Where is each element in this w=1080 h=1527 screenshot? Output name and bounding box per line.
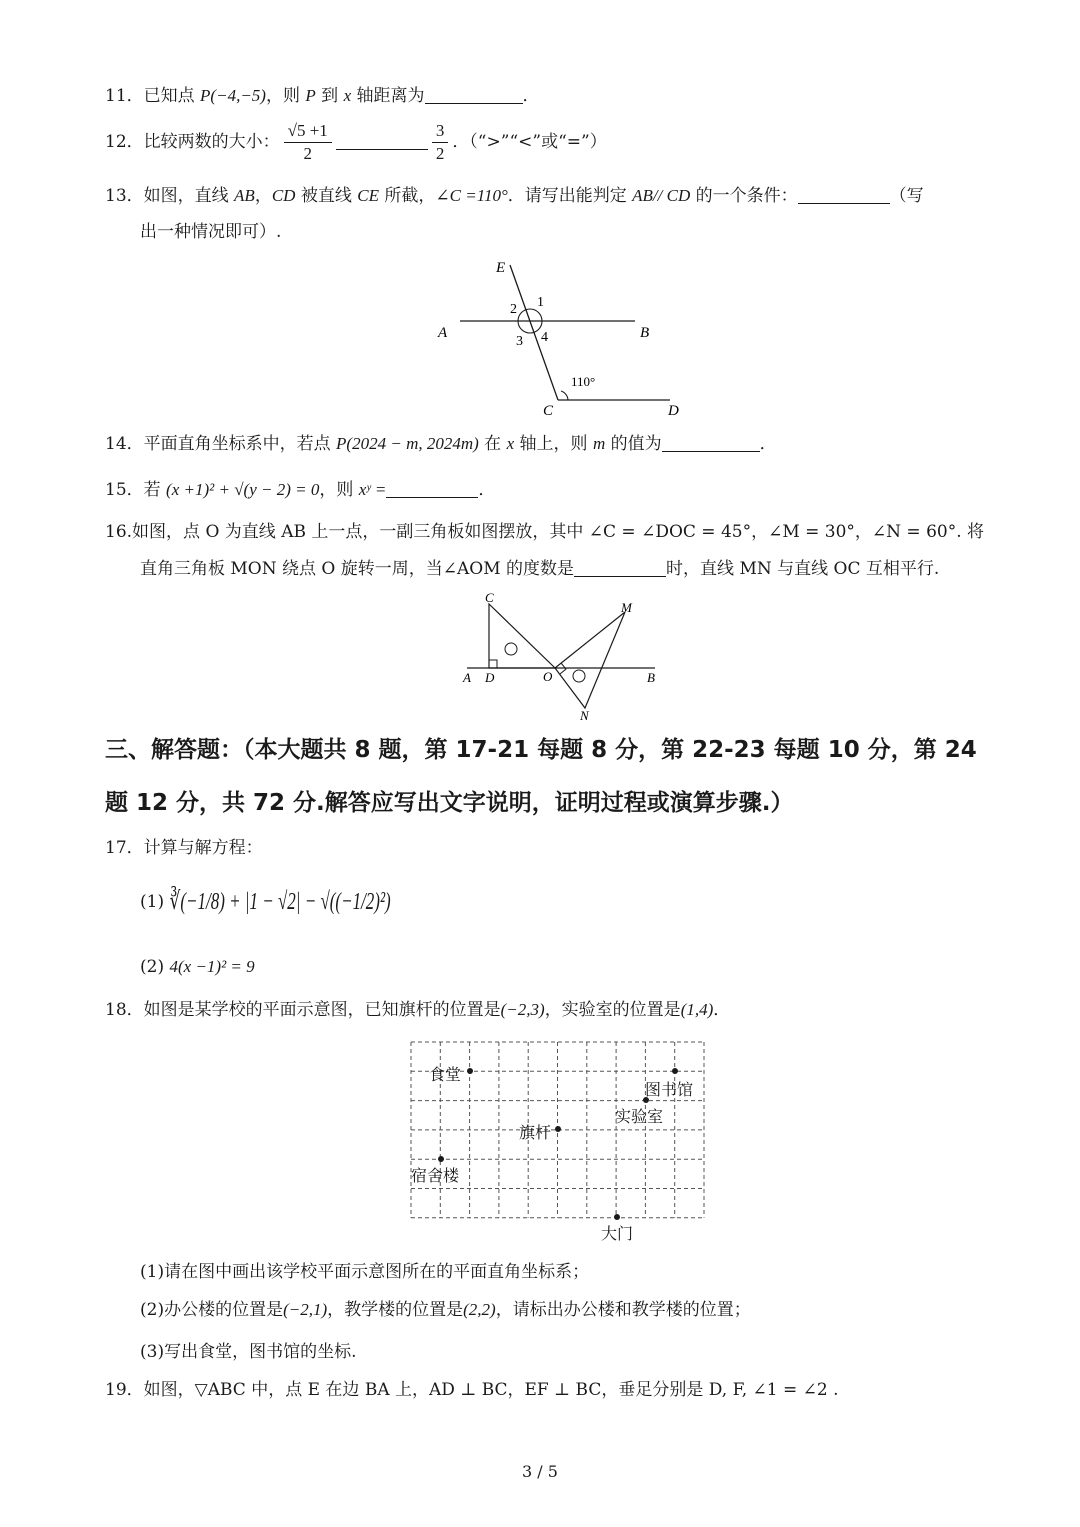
label-library: 图书馆 [645, 1082, 694, 1099]
label-canteen: 食堂 [429, 1067, 462, 1084]
label-d: D [668, 403, 679, 419]
fraction-3-over-2: $\frac{3}{2}$ [432, 120, 449, 165]
triangle-hole [573, 670, 585, 682]
question-18: 18．如图是某学校的平面示意图，已知旗杆的位置是(−2,3)，实验室的位置是(1,4)． [105, 1000, 731, 1020]
label-angle-110: 110° [571, 374, 596, 389]
label-angle-4: 4 [541, 330, 548, 345]
label-m: M [621, 600, 632, 615]
question-16-line2: 直角三角板 MON 绕点 O 旋转一周，当∠AOM 的度数是 时，直线 MN 与直线 OC 互相平行. [140, 559, 940, 579]
label-c: C [485, 590, 494, 605]
label-c: C [543, 403, 554, 419]
answer-blank[interactable] [798, 185, 890, 204]
angle-c-arc [561, 391, 568, 400]
dorm-dot [438, 1156, 444, 1162]
label-angle-1: 1 [537, 295, 544, 310]
question-18-part-2: (2)办公楼的位置是(−2,1)，教学楼的位置是(2,2)，请标出办公楼和教学楼的位置； [140, 1300, 751, 1320]
canteen-dot [467, 1068, 473, 1074]
label-dorm: 宿舍楼 [411, 1168, 460, 1185]
label-flagpole: 旗杆 [519, 1125, 552, 1142]
label-o: O [543, 669, 553, 684]
answer-blank[interactable] [336, 131, 428, 150]
answer-blank[interactable] [574, 558, 666, 577]
figure-13-lines [430, 255, 690, 420]
label-gate: 大门 [601, 1226, 634, 1243]
label-angle-2: 2 [510, 302, 517, 317]
question-14: 14．平面直角坐标系中，若点 P(2024 − m, 2024m) 在 x 轴上，则 m 的值为 ． [105, 434, 777, 454]
question-15: 15．若 (x +1)² + √(y − 2) = 0，则 xʸ = ． [105, 480, 496, 500]
question-18-part-1: (1)请在图中画出该学校平面示意图所在的平面直角坐标系； [140, 1262, 590, 1282]
flagpole-dot [555, 1126, 561, 1132]
question-17: 17．计算与解方程： [105, 838, 263, 858]
fraction-sqrt5-plus1-over2: $\frac{√5 +1}{2}$ [284, 120, 332, 165]
figure-16-triangles [455, 590, 670, 722]
question-17-part-2: (2) 4(x −1)² = 9 [140, 957, 255, 977]
answer-blank[interactable] [662, 433, 760, 452]
label-lab: 实验室 [615, 1109, 664, 1126]
triangle-mon [555, 612, 625, 708]
question-12: 12．比较两数的大小： $\frac{√5 +1}{2}$ $\frac{3}{2}$ ．（“>”“<”或“=”） [105, 121, 607, 163]
school-map-grid [405, 1038, 715, 1248]
triangle-hole [505, 643, 517, 655]
triangle-cdo [489, 604, 555, 668]
label-b: B [647, 670, 655, 685]
question-18-part-3: (3)写出食堂，图书馆的坐标. [140, 1342, 357, 1362]
label-n: N [580, 708, 589, 722]
label-d: D [485, 670, 495, 685]
right-angle-d [489, 660, 497, 668]
question-19: 19．如图，▽ABC 中，点 E 在边 BA 上，AD ⊥ BC，EF ⊥ BC，垂足分别是 D, F, ∠1 = ∠2 . [105, 1380, 839, 1400]
library-dot [672, 1068, 678, 1074]
question-13: 13．如图，直线 AB，CD 被直线 CE 所截，∠C =110°．请写出能判定 AB// CD 的一个条件： （写 [105, 186, 924, 206]
gate-dot [614, 1214, 620, 1220]
label-a: A [463, 670, 471, 685]
question-13-line2: 出一种情况即可）. [140, 222, 282, 242]
label-angle-3: 3 [516, 334, 523, 349]
section-3-heading: 三、解答题：（本大题共 8 题，第 17-21 每题 8 分，第 22-23 每题 10 分，第 24 [105, 737, 977, 763]
answer-blank[interactable] [425, 85, 523, 104]
answer-blank[interactable] [386, 479, 478, 498]
question-11: 11．已知点 P(−4,−5)，则 P 到 x 轴距离为 ． [105, 86, 540, 106]
label-e: E [496, 260, 506, 276]
question-17-part-1: (1) ∛(−1/8) + |1 − √2| − √((−1/2)²) [140, 887, 391, 916]
label-b: B [640, 325, 650, 341]
label-a: A [438, 325, 448, 341]
section-3-heading-line2: 题 12 分，共 72 分.解答应写出文字说明，证明过程或演算步骤.） [105, 790, 794, 816]
page-number: 3 / 5 [522, 1462, 558, 1481]
question-16: 16.如图，点 O 为直线 AB 上一点，一副三角板如图摆放，其中 ∠C = ∠DOC = 45°，∠M = 30°，∠N = 60°. 将 [105, 522, 985, 542]
